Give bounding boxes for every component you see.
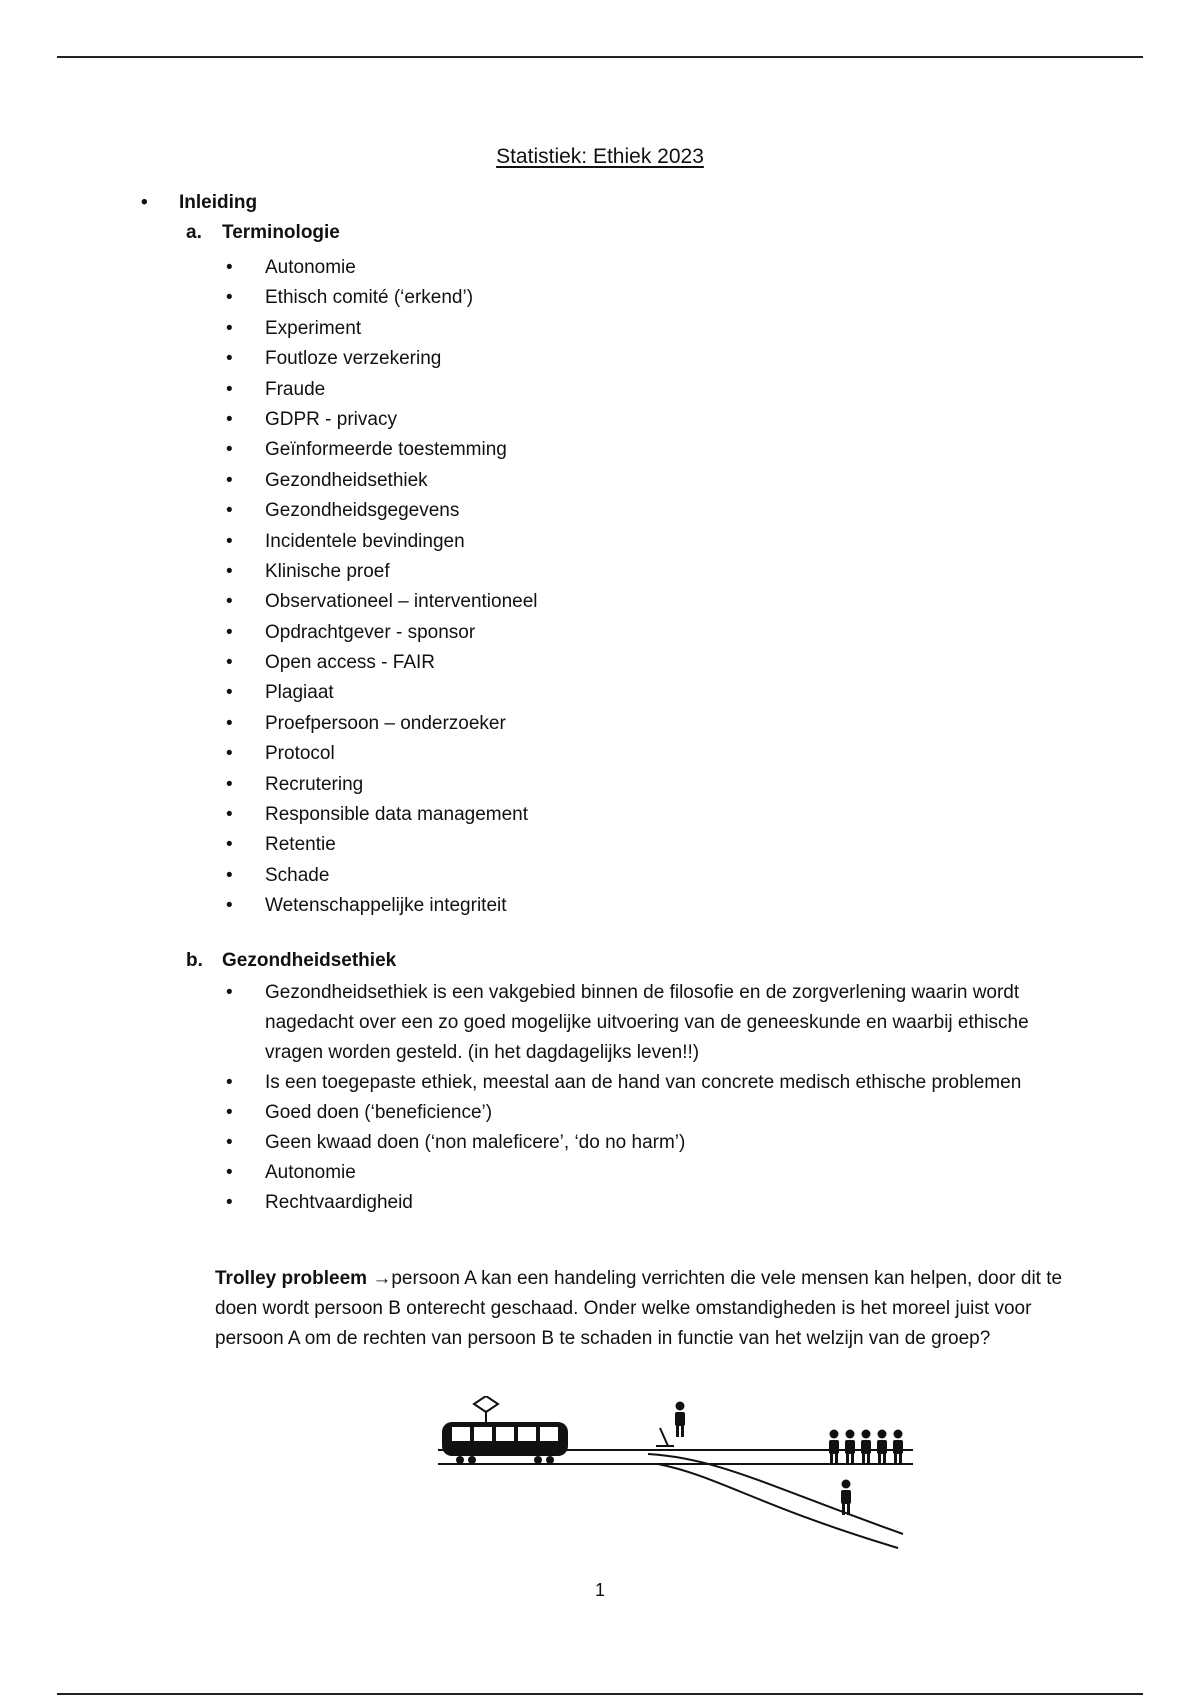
trolley-problem-illustration (438, 1396, 918, 1566)
list-item: • Schade (226, 861, 538, 891)
list-item: • Responsible data management (226, 800, 538, 830)
list-item: • Geïnformeerde toestemming (226, 435, 538, 465)
bystander-icon (675, 1402, 685, 1438)
list-item: • Rechtvaardigheid (226, 1188, 1076, 1218)
list-item: • Geen kwaad doen (‘non maleficere’, ‘do no harm’) (226, 1128, 1076, 1158)
list-item: • Wetenschappelijke integriteit (226, 891, 538, 921)
subsection-label: a. (186, 222, 202, 243)
list-item: • Ethisch comité (‘erkend’) (226, 283, 538, 313)
list-item: • Gezondheidsethiek (226, 466, 538, 496)
person-icon (861, 1430, 871, 1466)
list-item: • Autonomie (226, 1158, 1076, 1188)
list-item: • Foutloze verzekering (226, 344, 538, 374)
list-item: • Incidentele bevindingen (226, 527, 538, 557)
trolley-text: persoon A kan een handeling verrichten die vele mensen kan helpen, door dit te doen wordt persoon B onterecht geschaad. Onder welke omstandigheden is het moreel juist voor persoon A om de rechten van persoon B te schaden in functie van het welzijn van de groep? (215, 1268, 1063, 1349)
list-item: • Fraude (226, 375, 538, 405)
arrow-icon: → (372, 1268, 392, 1289)
person-icon (841, 1480, 851, 1516)
list-item: • Goed doen (‘beneficience’) (226, 1098, 1076, 1128)
list-item: • GDPR - privacy (226, 405, 538, 435)
ethics-list (226, 978, 1076, 1218)
lever-icon (656, 1428, 674, 1446)
list-item: • Protocol (226, 739, 538, 769)
person-icon (829, 1430, 839, 1466)
list-item: • Open access - FAIR (226, 648, 538, 678)
list-item: • Plagiaat (226, 678, 538, 708)
subsection-heading: Terminologie (222, 222, 340, 243)
subsection-terminologie (186, 222, 340, 244)
list-item: • Observationeel – interventioneel (226, 587, 538, 617)
person-icon (893, 1430, 903, 1466)
tram-icon (442, 1396, 568, 1464)
list-item: • Recrutering (226, 770, 538, 800)
list-item: • Klinische proef (226, 557, 538, 587)
trolley-term: Trolley probleem (215, 1268, 368, 1289)
list-item: • Gezondheidsethiek is een vakgebied binnen de filosofie en de zorgverlening waarin wordt nagedacht over een zo goed mogelijke uitvoering van de geneeskunde en waarbij ethische vragen worden gesteld. (in het dagdagelijks leven!!) (226, 978, 1076, 1068)
list-item: • Opdrachtgever - sponsor (226, 618, 538, 648)
side-track-rail (648, 1454, 903, 1534)
footer-rule (57, 1693, 1143, 1695)
page-title: Statistiek: Ethiek 2023 (496, 145, 704, 168)
list-item: • Retentie (226, 830, 538, 860)
subsection-heading: Gezondheidsethiek (222, 950, 397, 971)
terminology-list (226, 253, 538, 922)
list-item: • Proefpersoon – onderzoeker (226, 709, 538, 739)
person-icon (845, 1430, 855, 1466)
section-bullet: • (141, 192, 148, 213)
side-track-rail (658, 1464, 898, 1548)
list-item: • Autonomie (226, 253, 538, 283)
list-item: • Gezondheidsgegevens (226, 496, 538, 526)
list-item: • Is een toegepaste ethiek, meestal aan de hand van concrete medisch ethische problemen (226, 1068, 1076, 1098)
subsection-gezondheidsethiek (186, 950, 396, 972)
subsection-label: b. (186, 950, 203, 971)
trolley-paragraph (215, 1264, 1075, 1354)
header-rule (57, 56, 1143, 58)
section-heading: Inleiding (179, 192, 258, 213)
page-number: 1 (594, 1580, 605, 1600)
person-icon (877, 1430, 887, 1466)
list-item: • Experiment (226, 314, 538, 344)
